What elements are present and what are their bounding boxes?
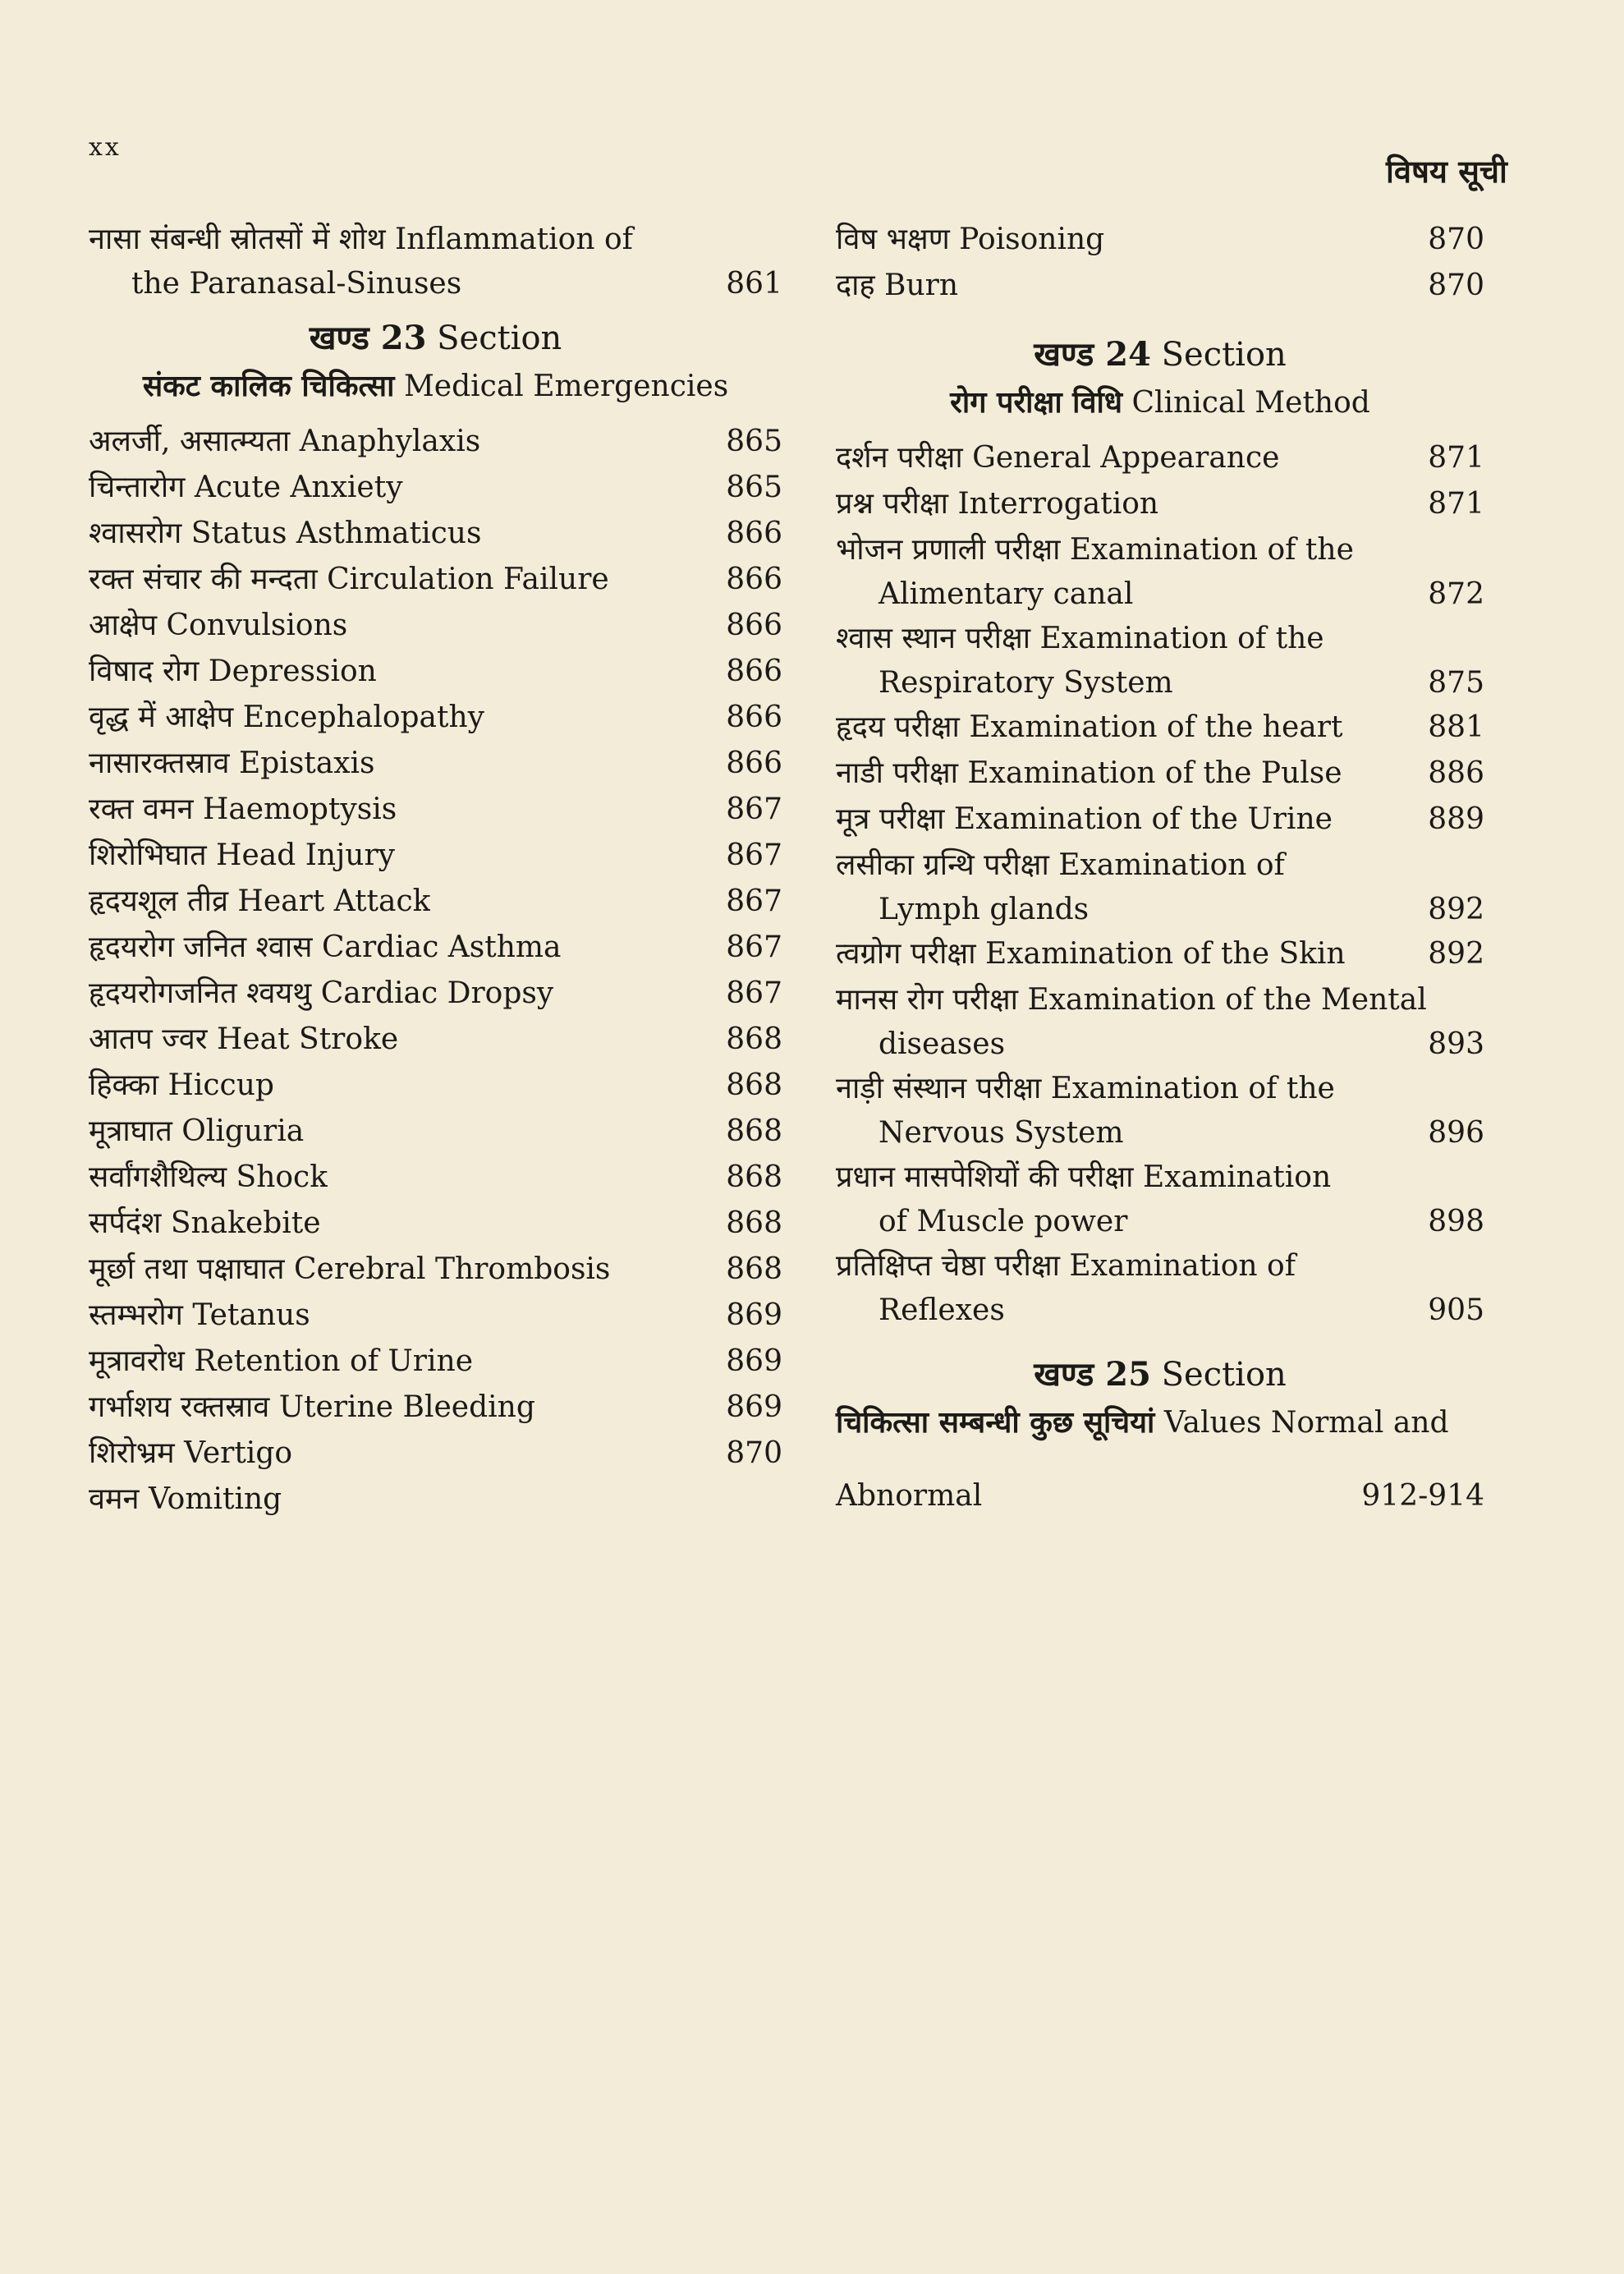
entry-title: हिक्का Hiccup — [89, 1068, 274, 1102]
entry-page: 889 — [1428, 802, 1484, 836]
entry-title: त्वग्रोग परीक्षा Examination of the Skin — [836, 937, 1346, 971]
toc-entry — [89, 1477, 782, 1523]
section-heading — [836, 1350, 1484, 1399]
entry-page: 870 — [1428, 269, 1484, 302]
toc-entry — [836, 481, 1484, 527]
entry-title-line1: भोजन प्रणाली परीक्षा Examination of the — [836, 533, 1354, 567]
entry-title: दाह Burn — [836, 269, 959, 302]
section-title-hindi: रोग परीक्षा विधि — [950, 385, 1122, 420]
entry-page: 868 — [726, 1206, 782, 1240]
toc-list — [836, 217, 1484, 309]
toc-entry — [836, 1155, 1484, 1243]
entry-title-line2: Lymph glands — [879, 893, 1090, 926]
entry-page: 867 — [726, 792, 782, 826]
entry-page: 898 — [1428, 1205, 1484, 1238]
page-number: xx — [89, 133, 122, 162]
entry-title: सर्पदंश Snakebite — [89, 1206, 321, 1240]
entry-page: 896 — [1428, 1116, 1484, 1150]
toc-entry — [836, 263, 1484, 309]
entry-page: 865 — [726, 425, 782, 458]
toc-entry — [89, 1293, 782, 1339]
entry-page: 867 — [726, 976, 782, 1010]
toc-entry — [89, 879, 782, 925]
toc-list — [836, 435, 1484, 527]
entry-title: विष भक्षण Poisoning — [836, 223, 1105, 256]
toc-entry — [836, 843, 1484, 931]
toc-entry — [89, 1339, 782, 1385]
toc-entry — [836, 931, 1484, 977]
entry-page: 892 — [1428, 893, 1484, 926]
entry-title: आक्षेप Convulsions — [89, 609, 348, 642]
toc-entry — [836, 1066, 1484, 1155]
entry-title-line2: diseases — [879, 1027, 1006, 1061]
entry-page: 866 — [726, 563, 782, 596]
entry-title: शिरोभ्रम Vertigo — [89, 1436, 293, 1470]
toc-entry — [89, 1063, 782, 1109]
entry-title: आतप ज्वर Heat Stroke — [89, 1022, 399, 1056]
entry-title-line2: the Paranasal-Sinuses — [131, 267, 462, 301]
toc-entry — [89, 741, 782, 787]
entry-page: 892 — [1428, 937, 1484, 971]
section-word: Section — [1161, 336, 1287, 374]
entry-page: 867 — [726, 838, 782, 872]
entry-page: 886 — [1428, 756, 1484, 790]
entry-title-line2: Abnormal — [836, 1479, 983, 1513]
entry-page: 870 — [1428, 223, 1484, 256]
toc-entry — [836, 616, 1484, 705]
entry-page: 869 — [726, 1344, 782, 1378]
toc-list — [89, 419, 782, 1523]
entry-title-line1: श्वास स्थान परीक्षा Examination of the — [836, 622, 1324, 655]
entry-page: 866 — [726, 701, 782, 734]
entry-title-line1: प्रतिक्षिप्त चेष्ठा परीक्षा Examination of — [836, 1249, 1296, 1283]
entry-title: स्तम्भरोग Tetanus — [89, 1298, 310, 1332]
entry-title: रक्त संचार की मन्दता Circulation Failure — [89, 563, 609, 596]
entry-page: 881 — [1428, 710, 1484, 744]
entry-page: 868 — [726, 1160, 782, 1194]
toc-entry — [836, 1399, 1484, 1519]
entry-page: 866 — [726, 655, 782, 688]
entry-title: सर्वांगशैथिल्य Shock — [89, 1160, 328, 1194]
entry-page: 893 — [1428, 1027, 1484, 1061]
entry-page: 869 — [726, 1298, 782, 1332]
toc-entry — [836, 1243, 1484, 1332]
entry-title: वृद्ध में आक्षेप Encephalopathy — [89, 701, 485, 734]
entry-title-line1: मानस रोग परीक्षा Examination of the Mental — [836, 983, 1427, 1017]
final-title-hindi: चिकित्सा सम्बन्धी कुछ सूचियां — [836, 1405, 1155, 1440]
toc-entry — [89, 833, 782, 879]
entry-page: 867 — [726, 884, 782, 918]
entry-title: मूत्राघात Oliguria — [89, 1114, 305, 1148]
toc-entry — [89, 925, 782, 971]
entry-page: 868 — [726, 1114, 782, 1148]
entry-title-line2: Nervous System — [879, 1116, 1124, 1150]
section-title — [836, 379, 1484, 425]
toc-entry — [89, 557, 782, 603]
entry-title-line2: Reflexes — [879, 1293, 1005, 1327]
toc-entry — [89, 1431, 782, 1477]
entry-page: 905 — [1428, 1293, 1484, 1327]
toc-entry — [89, 787, 782, 833]
entry-title: वमन Vomiting — [89, 1482, 282, 1516]
toc-entry — [836, 977, 1484, 1066]
toc-entry — [89, 1201, 782, 1247]
section-heading — [836, 330, 1484, 379]
toc-entry — [836, 217, 1484, 263]
entry-page: 866 — [726, 747, 782, 780]
entry-title: मूर्छा तथा पक्षाघात Cerebral Thrombosis — [89, 1252, 611, 1286]
section-heading — [89, 314, 782, 363]
entry-title: चिन्तारोग Acute Anxiety — [89, 471, 403, 504]
entry-page: 869 — [726, 1390, 782, 1424]
toc-entry — [89, 603, 782, 649]
entry-page: 866 — [726, 609, 782, 642]
toc-entry — [89, 1109, 782, 1155]
section-title-english: Clinical Method — [1131, 386, 1370, 420]
section-word: Section — [1161, 1356, 1287, 1394]
entry-page: 865 — [726, 471, 782, 504]
entry-title: मूत्रावरोध Retention of Urine — [89, 1344, 474, 1378]
toc-entry — [89, 1155, 782, 1201]
section-number: खण्ड 23 — [309, 319, 427, 357]
entry-page: 871 — [1428, 441, 1484, 475]
toc-entry — [89, 465, 782, 511]
entry-title: हृदयरोग जनित श्वास Cardiac Asthma — [89, 930, 562, 964]
entry-page: 872 — [1428, 577, 1484, 611]
section-title-english: Medical Emergencies — [403, 370, 729, 403]
entry-title-line2: of Muscle power — [879, 1205, 1128, 1238]
entry-title-line1: नासा संबन्धी स्रोतसों में शोथ Inflammation of — [89, 223, 633, 256]
entry-title: अलर्जी, असात्म्यता Anaphylaxis — [89, 425, 481, 458]
entry-page: 868 — [726, 1022, 782, 1056]
entry-title: नासारक्तस्राव Epistaxis — [89, 747, 375, 780]
entry-title-line2: Respiratory System — [879, 666, 1173, 700]
entry-title: हृदयरोगजनित श्वयथु Cardiac Dropsy — [89, 976, 554, 1010]
final-title-english: Values Normal and — [1163, 1406, 1449, 1440]
toc-entry — [836, 751, 1484, 797]
right-column — [836, 217, 1484, 1519]
toc-entry — [89, 695, 782, 741]
entry-title: गर्भाशय रक्तस्राव Uterine Bleeding — [89, 1390, 535, 1424]
entry-title-line1: लसीका ग्रन्थि परीक्षा Examination of — [836, 848, 1285, 882]
entry-page: 870 — [726, 1436, 782, 1470]
entry-page: 868 — [726, 1252, 782, 1286]
entry-title: शिरोभिघात Head Injury — [89, 838, 395, 872]
entry-title-line2: Alimentary canal — [879, 577, 1134, 611]
entry-page: 868 — [726, 1068, 782, 1102]
entry-title: दर्शन परीक्षा General Appearance — [836, 441, 1280, 475]
entry-page: 912-914 — [1361, 1479, 1484, 1513]
entry-title: विषाद रोग Depression — [89, 655, 377, 688]
toc-entry — [89, 1017, 782, 1063]
section-number: खण्ड 24 — [1034, 335, 1151, 374]
toc-entry — [89, 1247, 782, 1293]
section-title-hindi: संकट कालिक चिकित्सा — [142, 369, 395, 403]
entry-page: 861 — [726, 267, 782, 301]
entry-title: नाडी परीक्षा Examination of the Pulse — [836, 756, 1342, 790]
entry-page: 866 — [726, 517, 782, 550]
entry-title: हृदय परीक्षा Examination of the heart — [836, 710, 1343, 744]
entry-title-line1: नाड़ी संस्थान परीक्षा Examination of the — [836, 1072, 1335, 1105]
entry-title: रक्त वमन Haemoptysis — [89, 792, 397, 826]
toc-entry — [89, 1385, 782, 1431]
section-word: Section — [437, 319, 562, 357]
section-title — [89, 363, 782, 409]
toc-entry — [836, 527, 1484, 616]
entry-page: 867 — [726, 930, 782, 964]
toc-list — [836, 931, 1484, 977]
entry-page: 875 — [1428, 666, 1484, 700]
toc-list — [836, 705, 1484, 843]
toc-entry — [89, 511, 782, 557]
toc-entry — [89, 217, 782, 305]
left-column — [89, 217, 782, 1523]
entry-title: श्वासरोग Status Asthmaticus — [89, 517, 482, 550]
running-header: विषय सूची — [1386, 153, 1507, 190]
entry-title: मूत्र परीक्षा Examination of the Urine — [836, 802, 1333, 836]
section-number: खण्ड 25 — [1034, 1355, 1151, 1394]
entry-title-line1: प्रधान मासपेशियों की परीक्षा Examination — [836, 1160, 1332, 1194]
toc-entry — [89, 419, 782, 465]
entry-title: प्रश्न परीक्षा Interrogation — [836, 487, 1159, 521]
toc-entry — [836, 797, 1484, 843]
toc-entry — [89, 971, 782, 1017]
toc-entry — [836, 435, 1484, 481]
entry-page: 871 — [1428, 487, 1484, 521]
toc-entry — [836, 705, 1484, 751]
toc-entry — [89, 649, 782, 695]
entry-title: हृदयशूल तीव्र Heart Attack — [89, 884, 431, 918]
